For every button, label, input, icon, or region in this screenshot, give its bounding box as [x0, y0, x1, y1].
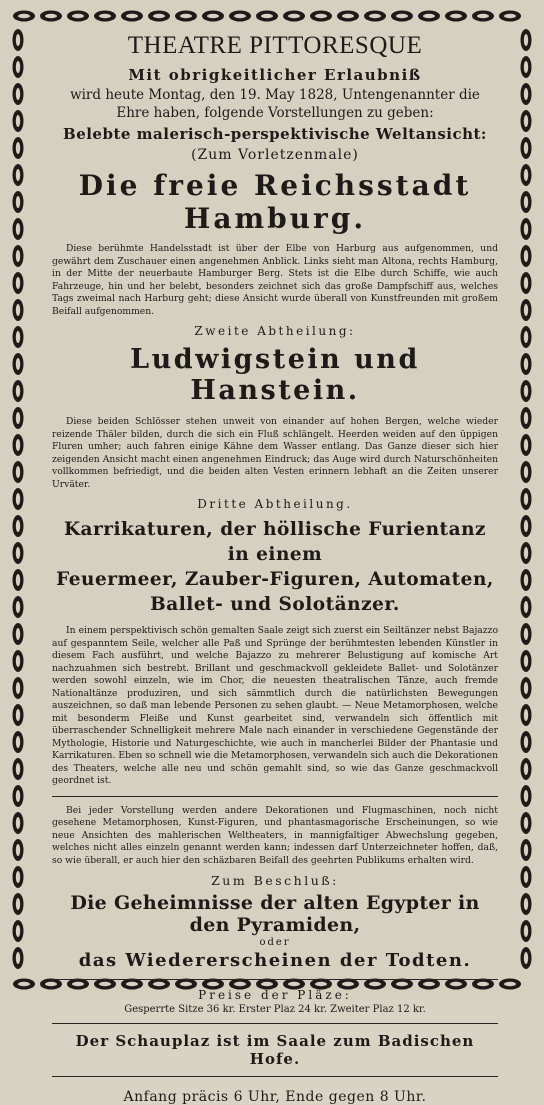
- border-ornament: [13, 326, 24, 348]
- border-ornament: [521, 380, 532, 402]
- border-ornament: [13, 83, 24, 105]
- border-ornament: [13, 677, 24, 699]
- border-ornament: [283, 11, 305, 22]
- border-ornament: [13, 812, 24, 834]
- border-ornament: [13, 191, 24, 213]
- border-ornament: [521, 569, 532, 591]
- border-ornament: [521, 353, 532, 375]
- border-ornament: [521, 110, 532, 132]
- part3-title-line2: Feuermeer, Zauber-Figuren, Automaten,: [56, 569, 494, 590]
- border-ornament: [521, 812, 532, 834]
- border-ornament: [499, 979, 521, 990]
- divider: [52, 796, 498, 797]
- border-ornament: [13, 947, 24, 969]
- border-ornament: [472, 11, 494, 22]
- border-ornament: [13, 407, 24, 429]
- part2-description: Diese beiden Schlösser stehen unweit von einander auf hohen Bergen, welche wieder reizende Thäler bilden, durch die sich ein Fluß schlängelt. Heerden weiden auf den üppigen Fluren umher; auch fahren einige Kähne dem Wasser entlang. Das Ganze dieser sich hier zeigenden Ansicht macht einen angenehmen Eindruck; das Auge wird durch Naturschönheiten vollkommen befriedigt, und die beiden alten Vesten erinnern lebhaft an die Zeiten unserer Urväter.: [52, 416, 498, 490]
- border-ornament: [13, 731, 24, 753]
- border-ornament: [521, 83, 532, 105]
- prices-heading: Preise der Pläze:: [198, 988, 352, 1002]
- finale-title-2: das Wiedererscheinen der Todten.: [78, 950, 472, 971]
- border-ornament: [13, 839, 24, 861]
- finale-or: oder: [259, 937, 291, 948]
- border-ornament: [499, 11, 521, 22]
- border-ornament: [229, 11, 251, 22]
- border-ornament: [13, 569, 24, 591]
- border-ornament: [13, 272, 24, 294]
- border-ornament: [13, 920, 24, 942]
- border-ornament: [175, 11, 197, 22]
- border-ornament: [521, 326, 532, 348]
- part3-title-line1: Karrikaturen, der höllische Furientanz in einem: [63, 519, 487, 565]
- show1-description: Diese berühmte Handelsstadt ist über der Elbe von Harburg aus aufgenommen, und gewährt dem Zuschauer einen angenehmen Anblick. Links sieht man Altona, rechts Hamburg, in der Mitte der neuerbaute Hamburger Berg. Stets ist die Elbe durch Schiffe, wie auch Fahrzeuge, hin und her belebt, besonders zeichnet sich das große Dampfschiff aus, welches Tags zweimal nach Harburg geht; diese Ansicht wurde überall von Kunstfreunden mit großem Beifall aufgenommen.: [52, 243, 498, 317]
- border-ornament: [521, 893, 532, 915]
- border-ornament: [310, 11, 332, 22]
- border-ornament: [13, 380, 24, 402]
- border-ornament: [13, 704, 24, 726]
- part3-title: [52, 517, 498, 617]
- theatre-title: THEATRE PITTORESQUE: [127, 32, 423, 59]
- border-ornament: [521, 515, 532, 537]
- border-ornament: [521, 137, 532, 159]
- border-ornament: [13, 110, 24, 132]
- border-ornament: [521, 164, 532, 186]
- venue-line: Der Schauplaz ist im Saale zum Badischen Hofe.: [75, 1032, 475, 1068]
- playbill-content: [52, 30, 498, 1105]
- part3-heading: Dritte Abtheilung.: [197, 497, 353, 511]
- border-ornament: [13, 893, 24, 915]
- divider: [52, 1023, 498, 1024]
- part2-title: Ludwigstein und Hanstein.: [130, 344, 420, 406]
- border-ornament: [521, 542, 532, 564]
- border-ornament: [13, 11, 35, 22]
- border-ornament: [521, 623, 532, 645]
- border-ornament: [445, 11, 467, 22]
- border-ornament: [13, 650, 24, 672]
- border-ornament: [13, 542, 24, 564]
- border-ornament: [521, 785, 532, 807]
- border-ornament: [67, 11, 89, 22]
- border-ornament: [13, 515, 24, 537]
- border-ornament: [13, 979, 35, 990]
- show1-note: (Zum Vorletzenmale): [191, 147, 359, 163]
- border-ornament: [13, 596, 24, 618]
- divider: [52, 979, 498, 980]
- prices-list: Gesperrte Sitze 36 kr. Erster Plaz 24 kr. Zweiter Plaz 12 kr.: [124, 1004, 426, 1015]
- finale-heading: Zum Beschluß:: [211, 873, 339, 888]
- divider: [52, 1076, 498, 1077]
- border-ornament: [521, 758, 532, 780]
- border-ornament: [391, 11, 413, 22]
- start-time: Anfang präcis 6 Uhr, Ende gegen 8 Uhr.: [123, 1089, 427, 1105]
- border-ornament: [521, 272, 532, 294]
- border-ornament: [256, 11, 278, 22]
- intro-text: wird heute Montag, den 19. May 1828, Untengenannter die Ehre haben, folgende Vorstellungen zu geben:: [70, 87, 480, 121]
- border-ornament: [521, 299, 532, 321]
- border-ornament: [13, 488, 24, 510]
- border-ornament: [13, 866, 24, 888]
- border-ornament: [13, 623, 24, 645]
- border-ornament: [13, 758, 24, 780]
- border-ornament: [13, 785, 24, 807]
- show1-title: Die freie Reichsstadt Hamburg.: [78, 169, 472, 235]
- border-ornament: [364, 11, 386, 22]
- border-ornament: [521, 677, 532, 699]
- border-ornament: [13, 434, 24, 456]
- part3-description: In einem perspektivisch schön gemalten Saale zeigt sich zuerst ein Seiltänzer nebst Bajazzo auf gespanntem Seile, welcher alle Paß und Sprünge der berühmtesten lebenden Künstler in diesem Fach ausführt, und welche Bajazzo zu mehrerer Belustigung auf komische Art nachzuahmen sich bestrebt. Brillant und geschmackvoll gekleidete Ballet- und Solotänzer werden sowohl einzeln, wie im Chor, die neuesten theatralischen Tänze, auch fremde Nationaltänze produziren, und sich sämmtlich durch die natürlichsten Bewegungen auszeichnen, so daß man lebende Personen zu sehen glaubt. — Neue Metamorphosen, welche mit besonderm Fleiße und Kunst gearbeitet sind, verwandeln sich öffentlich mit überraschender Schnelligkeit mehrere Male nach einander in verschiedene Gegenstände der Mythologie, Historie und Naturgeschichte, wie auch in mancherlei Bilder der Phantasie und Karrikaturen. Eben so schnell wie die Metamorphosen, verwandeln sich auch die Dekorationen des Theaters, welche alle neu und schön gemahlt sind, so wie das Ganze geschmackvoll geordnet ist.: [52, 625, 498, 786]
- border-ornament: [13, 461, 24, 483]
- border-ornament: [521, 731, 532, 753]
- border-ornament: [13, 29, 24, 51]
- border-ornament: [13, 353, 24, 375]
- border-ornament: [13, 164, 24, 186]
- border-ornament: [521, 704, 532, 726]
- licence-line: Mit obrigkeitlicher Erlaubniß: [128, 66, 422, 84]
- border-ornament: [521, 29, 532, 51]
- border-ornament: [521, 839, 532, 861]
- border-ornament: [121, 11, 143, 22]
- border-ornament: [521, 866, 532, 888]
- border-ornament: [418, 11, 440, 22]
- show1-heading: Belebte malerisch-perspektivische Weltansicht:: [63, 125, 487, 143]
- border-ornament: [521, 920, 532, 942]
- border-ornament: [94, 11, 116, 22]
- part3-title-line3: Ballet- und Solotänzer.: [150, 594, 400, 615]
- border-ornament: [521, 407, 532, 429]
- border-ornament: [202, 11, 224, 22]
- border-ornament: [13, 137, 24, 159]
- border-ornament: [521, 218, 532, 240]
- border-ornament: [521, 596, 532, 618]
- border-ornament: [40, 11, 62, 22]
- general-note: Bei jeder Vorstellung werden andere Dekorationen und Flugmaschinen, noch nicht gesehene Metamorphosen, Kunst-Figuren, und phantasmagorische Erscheinungen, so wie neue Ansichten des mahlerischen Weltheaters, in mannigfaltiger Abwechslung gegeben, welches nicht alles einzeln genannt werden kann; indessen darf Unterzeichneter hoffen, daß, so wie überall, er auch hier den schäzbaren Beifall des geehrten Publikums erhalten wird.: [52, 804, 498, 866]
- border-ornament: [521, 434, 532, 456]
- finale-title-1: Die Geheimnisse der alten Egypter in den Pyramiden,: [70, 892, 480, 936]
- border-ornament: [521, 461, 532, 483]
- border-ornament: [13, 245, 24, 267]
- border-ornament: [13, 218, 24, 240]
- border-ornament: [13, 299, 24, 321]
- border-ornament: [521, 488, 532, 510]
- border-ornament: [337, 11, 359, 22]
- part2-heading: Zweite Abtheilung:: [194, 324, 356, 338]
- border-ornament: [521, 191, 532, 213]
- border-ornament: [521, 56, 532, 78]
- border-ornament: [13, 56, 24, 78]
- border-ornament: [148, 11, 170, 22]
- border-ornament: [521, 650, 532, 672]
- border-ornament: [521, 245, 532, 267]
- border-ornament: [521, 947, 532, 969]
